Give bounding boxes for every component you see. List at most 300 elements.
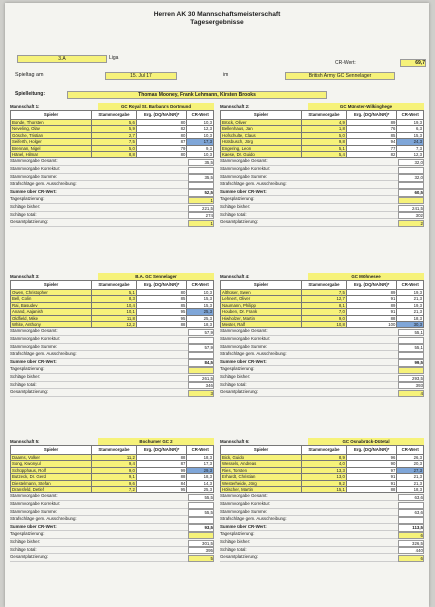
stammvorgabe: 5,9 [92,126,137,132]
summary-value: 4 [398,390,424,397]
summary-row [10,501,214,509]
summary-label: Tagesplatzierung: [10,196,45,202]
cr-wert: 18,3 [187,455,214,461]
summary-label: Schläge total: [10,546,37,552]
summary-row [220,554,424,562]
summary-value [398,337,424,344]
cr-wert: 18,3 [397,487,424,493]
column-header: Erg. (DQ/NA/NR)* [346,446,397,455]
column-header: Erg. (DQ/NA/NR)* [136,281,187,290]
summary-label: Strafschläge gem. Ausschreibung: [220,351,287,357]
ergebnis: 88 [346,487,397,493]
cr-wert: 9,3 [187,145,214,151]
summary-row [220,501,424,509]
summary-value: 32,0 [398,159,424,166]
stammvorgabe: 10,8 [302,322,347,328]
team-header [220,103,424,110]
cr-wert: 25,3 [187,315,214,321]
liga-value: 3.A [17,55,107,63]
summary-row [220,374,424,382]
summary-value: 55,1 [398,344,424,351]
team-label: Mannschaft 1: [10,104,40,109]
column-header: Spieler [221,281,302,290]
player-name: Bellenhaus, Jan [221,126,302,132]
column-header: Erg. (DQ/NA/NR)* [136,111,187,120]
spielleitung-label: Spielleitung: [15,91,45,97]
summary-label: Schläge total: [220,381,247,387]
summary-value: 221,5 [188,205,214,212]
team-header [220,438,424,445]
summary-row [10,181,214,189]
cr-wert: 26,3 [397,455,424,461]
column-header: Erg. (DQ/NA/NR)* [136,446,187,455]
player-name: Brennan, Nigel [11,145,92,151]
summary-label: Tagesplatzierung: [220,366,255,372]
player-name: Anand, Aajanish [11,309,92,315]
player-name: Lehnert, Oliver [221,296,302,302]
summary-row [10,212,214,220]
summary-value: 274 [188,212,214,219]
table-row [221,152,424,158]
summary-value: 55,5 [188,494,214,501]
summary-value: 63,6 [398,509,424,516]
cr-wert: 21,3 [397,309,424,315]
team-name: GC Münster-Wilkinghege [308,103,424,110]
summary-label: Tagesplatzierung: [10,531,45,537]
player-table [10,445,214,493]
player-name: Erhardt, Christian [221,474,302,480]
team-header [10,273,214,280]
summary-value [398,197,424,204]
summary-label: Summe über CR-Wert: [10,188,57,194]
summary-value [398,167,424,174]
summary-label: Schläge total: [220,546,247,552]
player-name: Gösche, Tristian [11,132,92,138]
ergebnis: 76 [346,126,397,132]
summary-label: Stammvorgabe Summe: [10,508,58,514]
summary-value: 326,5 [398,540,424,547]
summary-label: Stammvorgabe Summe: [10,173,58,179]
ergebnis: 87 [136,139,187,145]
summary-row [10,539,214,547]
stammvorgabe: 5,1 [92,290,137,296]
player-table [220,280,424,328]
ergebnis: 85 [136,302,187,308]
player-name: Song, Kwonyul [11,461,92,467]
summary-label: Stammvorgabe Gesamt: [10,493,58,499]
ergebnis: 97 [346,467,397,473]
summary-label: Stammvorgabe Summe: [220,343,268,349]
summary-value: 241,5 [398,205,424,212]
spieltag-label: Spieltag am [15,72,44,78]
ergebnis: 94 [346,139,397,145]
summary-label: Gesamtplatzierung: [10,389,49,395]
team-block [10,273,214,397]
summary-row [10,189,214,197]
player-name: Daams, Volker [11,455,92,461]
summary-row [220,524,424,532]
cr-wert: 24,3 [397,139,424,145]
player-table [220,110,424,158]
summary-label: Summe über CR-Wert: [220,358,267,364]
summary-value: 35,5 [188,159,214,166]
stammvorgabe: 13,0 [302,474,347,480]
summary-label: Schläge bisher: [220,539,251,544]
summary-label: Schläge bisher: [10,204,41,209]
summary-label: Summe über CR-Wert: [10,523,57,529]
summary-row [220,389,424,397]
column-header: Stammvorgabe [92,281,137,290]
cr-wert: 27,3 [397,467,424,473]
summary-row [10,158,214,166]
ergebnis: 80 [136,132,187,138]
summary-row [220,366,424,374]
stammvorgabe: 9,8 [302,139,347,145]
summary-row [10,336,214,344]
summary-value: 302 [398,212,424,219]
summary-row [220,531,424,539]
summary-value: 99,5 [398,359,424,366]
cr-wert: 21,3 [397,474,424,480]
cr-wert: 25,3 [187,309,214,315]
ergebnis: 91 [346,474,397,480]
player-name: Westerheide, Jörg [221,480,302,486]
stammvorgabe: 5,0 [302,132,347,138]
team-block [220,273,424,397]
column-header: Stammvorgabe [92,446,137,455]
summary-label: Stammvorgabe Gesamt: [10,328,58,334]
summary-label: Gesamtplatzierung: [10,554,49,560]
summary-row [220,539,424,547]
summary-value: 293,5 [398,375,424,382]
summary-label: Stammvorgabe Gesamt: [220,328,268,334]
summary-value [398,517,424,524]
summary-value [188,167,214,174]
cr-wert: 15,3 [397,132,424,138]
summary-value [188,367,214,374]
summary-row [10,219,214,227]
player-name: Bonde, Thorsten [11,120,92,126]
crwert-value: 69,7 [400,59,426,67]
crwert-label: CR-Wert: [335,60,356,66]
summary-value: 93,5 [188,524,214,531]
summary-label: Stammvorgabe Korrektur: [10,336,61,342]
team-name: B.A. GC Sennelager [98,273,214,280]
player-name: White, Anthony [11,322,92,328]
summary-label: Strafschläge gem. Ausschreibung: [10,351,77,357]
summary-row [220,547,424,555]
column-header: CR-Wert [187,281,214,290]
team-label: Mannschaft 3: [10,274,40,279]
ergebnis: 100 [346,322,397,328]
summary-label: Gesamtplatzierung: [220,219,259,225]
summary-row [10,374,214,382]
column-header: Erg. (DQ/NA/NR)* [346,281,397,290]
summary-label: Summe über CR-Wert: [220,523,267,529]
team-name: GC Royal St. Barbara's Dortmund [98,103,214,110]
ergebnis: 88 [136,322,187,328]
ergebnis: 82 [346,152,397,158]
cr-wert: 18,3 [397,315,424,321]
page-subtitle: Tagesergebnisse [190,19,244,26]
stammvorgabe: 8,8 [92,152,137,158]
ergebnis: 95 [136,315,187,321]
ergebnis: 95 [136,309,187,315]
stammvorgabe: 12,2 [92,322,137,328]
ergebnis: 85 [136,296,187,302]
stammvorgabe: 12,7 [302,296,347,302]
ergebnis: 85 [346,132,397,138]
summary-value: 32,0 [398,174,424,181]
column-header: Stammvorgabe [92,111,137,120]
summary-label: Stammvorgabe Summe: [220,173,268,179]
cr-wert: 10,3 [187,152,214,158]
ergebnis: 87 [136,461,187,467]
ergebnis: 89 [346,120,397,126]
summary-value [188,532,214,539]
cr-wert: 17,3 [187,461,214,467]
summary-label: Schläge bisher: [10,374,41,379]
stammvorgabe: 8,9 [302,455,347,461]
summary-label: Schläge total: [10,211,37,217]
player-name: Kaese, Dr. Guido [221,152,302,158]
summary-row [10,366,214,374]
summary-label: Stammvorgabe Korrektur: [10,501,61,507]
summary-row [10,166,214,174]
summary-label: Strafschläge gem. Ausschreibung: [10,516,77,522]
player-name: Wessels, Andreas [221,461,302,467]
stammvorgabe: 9,1 [92,474,137,480]
player-name: Hütsbusch, Jörg [221,139,302,145]
summary-row [10,174,214,182]
player-name: Neveling, Olav [11,126,92,132]
table-row [221,322,424,328]
summary-value: 6 [398,532,424,539]
summary-row [10,554,214,562]
summary-value: 301,5 [188,540,214,547]
summary-row [10,344,214,352]
summary-value [398,367,424,374]
player-name: Owen, Christopher [11,290,92,296]
summary-value: 3 [188,390,214,397]
ergebnis: 89 [346,302,397,308]
player-name: Seiferth, Holger [11,139,92,145]
summary-row [220,359,424,367]
table-row [11,152,214,158]
player-name: Rai, Basudev [11,302,92,308]
player-name: Mester, Ralf [221,322,302,328]
summary-row [220,328,424,336]
stammvorgabe: 5,1 [302,145,347,151]
ergebnis: 77 [346,145,397,151]
summary-row [220,196,424,204]
player-name: Brück, Oliver [221,120,302,126]
summary-value: 57,9 [188,344,214,351]
ergebnis: 91 [346,296,397,302]
summary-label: Stammvorgabe Gesamt: [10,158,58,164]
cr-wert: 6,3 [397,126,424,132]
team-block [220,438,424,562]
ergebnis: 80 [136,120,187,126]
player-name: Hofschulte, Claus [221,132,302,138]
player-name: Naumann, Philipp [221,302,302,308]
summary-value [398,182,424,189]
stammvorgabe: 4,9 [302,120,347,126]
cr-wert: 14,3 [187,480,214,486]
team-block [220,103,424,227]
column-header: CR-Wert [397,446,424,455]
cr-wert: 19,3 [397,302,424,308]
player-name: Althüser, Swen [221,290,302,296]
stammvorgabe: 9,0 [92,467,137,473]
summary-value: 55,5 [188,509,214,516]
summary-row [220,344,424,352]
cr-wert: 18,3 [187,322,214,328]
summary-row [220,166,424,174]
stammvorgabe: 11,2 [92,455,137,461]
cr-wert: 30,3 [397,322,424,328]
summary-label: Stammvorgabe Gesamt: [220,493,268,499]
summary-row [10,516,214,524]
column-header: Spieler [11,281,92,290]
summary-row [220,382,424,390]
spieltag-date: 15. Jul 17 [105,72,177,80]
summary-value: 261,5 [188,375,214,382]
stammvorgabe: 9,0 [302,315,347,321]
column-header: Erg. (DQ/NA/NR)* [346,111,397,120]
summary-value: 35,5 [188,174,214,181]
summary-row [220,204,424,212]
cr-wert: 12,3 [397,152,424,158]
summary-row [10,351,214,359]
summary-row [10,524,214,532]
cr-wert: 25,3 [187,487,214,493]
stammvorgabe: 15,1 [302,487,347,493]
stammvorgabe: 13,3 [302,467,347,473]
ergebnis: 79 [136,145,187,151]
summary-label: Schläge total: [220,211,247,217]
summary-value: 395 [188,547,214,554]
ergebnis: 88 [136,455,187,461]
ergebnis: 80 [136,290,187,296]
table-row [11,322,214,328]
summary-label: Stammvorgabe Korrektur: [220,501,271,507]
summary-label: Schläge bisher: [10,539,41,544]
column-header: Spieler [11,111,92,120]
player-name: Diestelmann, Stefan [11,480,92,486]
summary-label: Stammvorgabe Gesamt: [220,158,268,164]
player-name: Hänel, Hilmar [11,152,92,158]
stammvorgabe: 8,1 [302,302,347,308]
summary-value: 55,1 [398,329,424,336]
ergebnis: 82 [136,126,187,132]
summary-value: 346 [188,382,214,389]
cr-wert: 10,3 [187,132,214,138]
ergebnis: 91 [346,480,397,486]
table-row [11,487,214,493]
summary-label: Summe über CR-Wert: [10,358,57,364]
summary-label: Strafschläge gem. Ausschreibung: [220,516,287,522]
ergebnis: 88 [136,474,187,480]
ergebnis: 96 [346,455,397,461]
stammvorgabe: 7,5 [92,139,137,145]
summary-row [10,389,214,397]
summary-value: 84,5 [188,359,214,366]
summary-value [398,502,424,509]
summary-row [10,382,214,390]
player-name: Hiwholzer, Martin [221,315,302,321]
player-name: Dransfeld, Detlef [11,487,92,493]
cr-wert: 12,3 [187,126,214,132]
cr-wert: 17,3 [187,139,214,145]
ergebnis: 84 [136,480,187,486]
player-name: Bell, Colin [11,296,92,302]
team-block [10,438,214,562]
summary-row [220,181,424,189]
summary-label: Gesamtplatzierung: [220,389,259,395]
summary-row [10,196,214,204]
summary-row [220,212,424,220]
stammvorgabe: 9,6 [92,480,137,486]
team-name: GC Möhnesee [308,273,424,280]
cr-wert: 18,3 [187,474,214,480]
cr-wert: 15,3 [187,296,214,302]
summary-row [10,509,214,517]
summary-row [10,531,214,539]
stammvorgabe: 2,7 [92,132,137,138]
column-header: CR-Wert [187,446,214,455]
column-header: Stammvorgabe [302,446,347,455]
summary-row [220,219,424,227]
summary-value: 440 [398,547,424,554]
summary-value: 52,5 [188,189,214,196]
ergebnis: 99 [136,467,187,473]
team-label: Mannschaft 2: [220,104,250,109]
summary-value: 1 [188,197,214,204]
player-name: Schüpphaus, Rolf [11,467,92,473]
summary-row [10,493,214,501]
player-name: Hölscher, Martin [221,487,302,493]
summary-label: Gesamtplatzierung: [10,219,49,225]
ergebnis: 90 [346,461,397,467]
ergebnis: 91 [346,309,397,315]
summary-label: Tagesplatzierung: [220,196,255,202]
cr-wert: 7,3 [397,145,424,151]
stammvorgabe: 11,8 [92,315,137,321]
stammvorgabe: 5,4 [302,152,347,158]
stammvorgabe: 7,5 [302,290,347,296]
summary-label: Schläge bisher: [220,204,251,209]
team-name: GC Osnabrück-Dütetal [308,438,424,445]
summary-label: Stammvorgabe Summe: [10,343,58,349]
ergebnis: 88 [346,315,397,321]
player-name: Oldfield, Mike [11,315,92,321]
ergebnis: 80 [136,152,187,158]
summary-value [188,182,214,189]
player-table [10,110,214,158]
column-header: Spieler [11,446,92,455]
summary-value: 57,9 [188,329,214,336]
summary-value [188,337,214,344]
spielleitung: Thomas Mooney, Frank Lehmann, Kirsten Brooks [67,91,327,99]
cr-wert: 21,3 [397,296,424,302]
summary-label: Stammvorgabe Summe: [220,508,268,514]
stammvorgabe: 7,0 [302,309,347,315]
stammvorgabe: 9,2 [302,480,347,486]
team-block [10,103,214,227]
summary-label: Stammvorgabe Korrektur: [10,166,61,172]
stammvorgabe: 8,3 [92,296,137,302]
